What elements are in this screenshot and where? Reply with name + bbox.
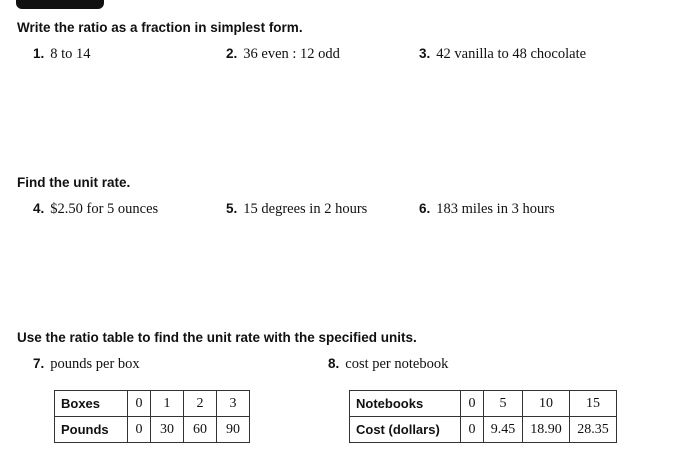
problem-text: 42 vanilla to 48 chocolate xyxy=(436,46,587,62)
problem-6 xyxy=(419,201,555,218)
table-row xyxy=(55,417,250,443)
table-cell: 1 xyxy=(151,391,184,417)
problem-number: 7. xyxy=(33,356,45,371)
ratio-table-boxes-pounds xyxy=(54,390,250,443)
table-cell: 0 xyxy=(461,417,484,443)
row-label: Cost (dollars) xyxy=(350,417,461,443)
table-cell: 60 xyxy=(184,417,217,443)
problem-4 xyxy=(33,201,158,218)
section-heading-unit-rate: Find the unit rate. xyxy=(17,175,131,190)
problem-text: 36 even : 12 odd xyxy=(243,46,340,62)
problem-3 xyxy=(419,46,586,63)
table-row xyxy=(350,391,617,417)
problem-text: 8 to 14 xyxy=(50,46,91,62)
problem-number: 6. xyxy=(419,201,431,216)
table-cell: 10 xyxy=(523,391,570,417)
problem-text: 183 miles in 3 hours xyxy=(436,201,555,217)
problem-number: 8. xyxy=(328,356,340,371)
table-row xyxy=(55,391,250,417)
table-cell: 30 xyxy=(151,417,184,443)
table-cell: 0 xyxy=(128,417,151,443)
problem-2 xyxy=(226,46,340,63)
problem-text: 15 degrees in 2 hours xyxy=(243,201,368,217)
problem-number: 4. xyxy=(33,201,45,216)
row-label: Pounds xyxy=(55,417,128,443)
row-label: Notebooks xyxy=(350,391,461,417)
problem-1 xyxy=(33,46,91,63)
problem-number: 2. xyxy=(226,46,238,61)
table-cell: 3 xyxy=(217,391,250,417)
table-cell: 28.35 xyxy=(570,417,617,443)
problem-5 xyxy=(226,201,367,218)
problem-number: 5. xyxy=(226,201,238,216)
table-row xyxy=(350,417,617,443)
table-cell: 15 xyxy=(570,391,617,417)
top-tab-bar xyxy=(16,0,104,9)
table-cell: 0 xyxy=(461,391,484,417)
problem-number: 3. xyxy=(419,46,431,61)
problem-text: pounds per box xyxy=(50,356,140,372)
row-label: Boxes xyxy=(55,391,128,417)
table-cell: 2 xyxy=(184,391,217,417)
section-heading-ratio: Write the ratio as a fraction in simplest form. xyxy=(17,20,303,35)
table-cell: 0 xyxy=(128,391,151,417)
problem-text: cost per notebook xyxy=(345,356,449,372)
ratio-table-notebooks-cost xyxy=(349,390,617,443)
section-heading-ratio-table: Use the ratio table to find the unit rate with the specified units. xyxy=(17,330,417,345)
table-cell: 9.45 xyxy=(484,417,523,443)
table-cell: 5 xyxy=(484,391,523,417)
table-cell: 18.90 xyxy=(523,417,570,443)
problem-text: $2.50 for 5 ounces xyxy=(50,201,159,217)
table-cell: 90 xyxy=(217,417,250,443)
problem-7 xyxy=(33,356,140,373)
problem-number: 1. xyxy=(33,46,45,61)
problem-8 xyxy=(328,356,448,373)
